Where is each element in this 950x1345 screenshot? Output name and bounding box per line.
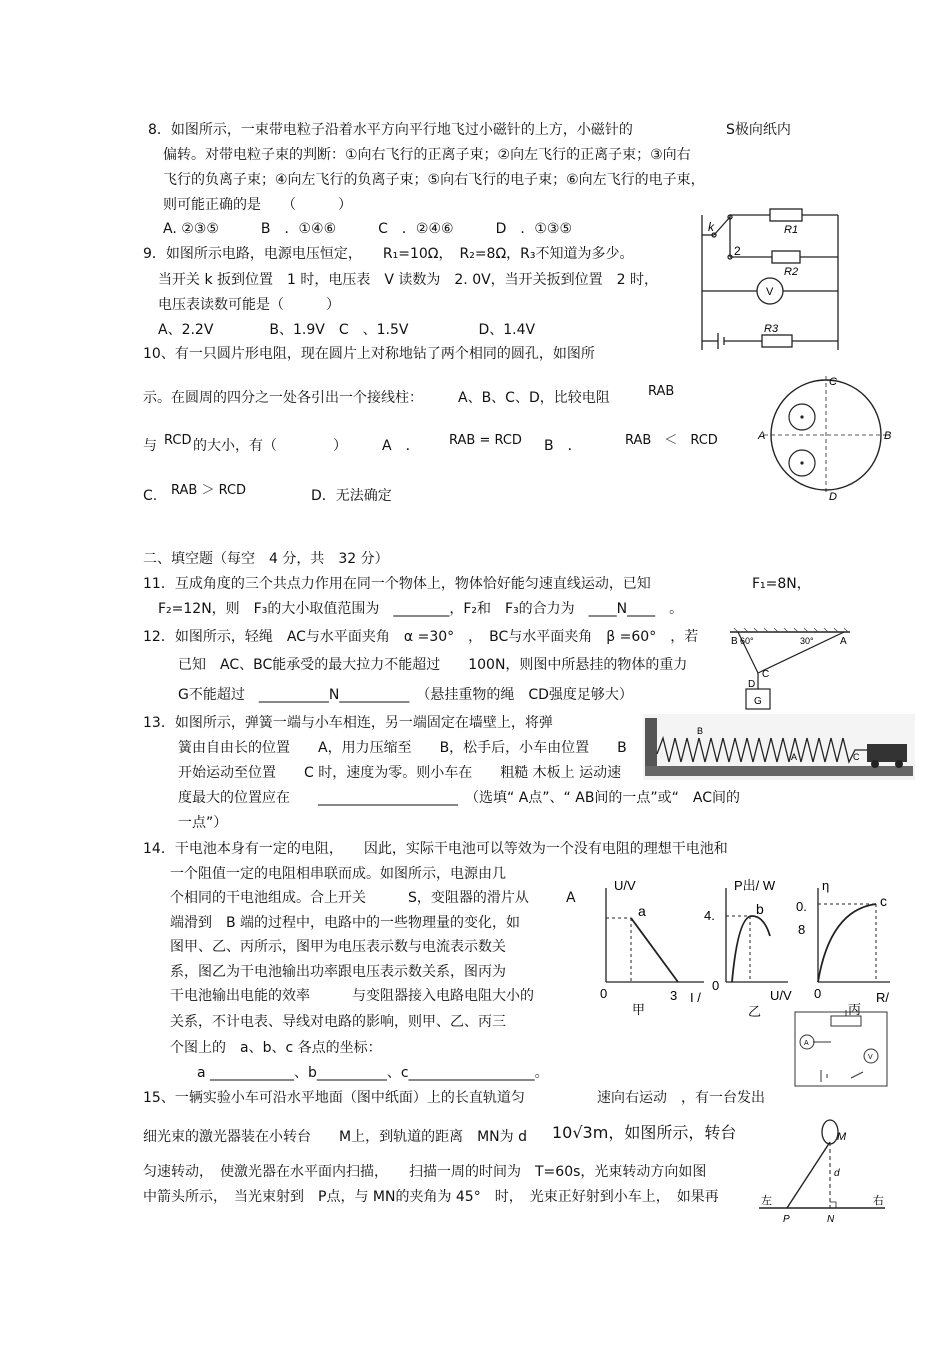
fig15-n-label: N [827, 1214, 835, 1225]
fig10-d-label: D [829, 491, 837, 501]
laser-figure-q15 [757, 1118, 887, 1226]
graph-bing-name: 丙 [848, 1002, 862, 1017]
q14-line6: 系，图乙为干电池输出功率跟电压表示数关系，图丙为 [170, 964, 506, 980]
q14-line7: 干电池输出电能的效率 与变阻器接入电路电阻大小的 [170, 988, 534, 1004]
q9-line1: 9．如图所示电路，电源电压恒定， R₁=10Ω， R₂=8Ω，R₃不知道为多少。 [143, 246, 634, 262]
q15-line1-end: 速向右运动 ，有一台发出 [597, 1090, 765, 1106]
graph-yi-xlabel: U/V [770, 988, 792, 1003]
q10-option-b: RAB ＜ RCD [625, 433, 718, 448]
q14-circuit-voltmeter: V [868, 1054, 873, 1061]
graph-bing [796, 874, 896, 1020]
q12-line3: G不能超过 __________N__________ （悬挂重物的绳 CD强度足够大） [178, 687, 633, 703]
section2-heading: 二、填空题（每空 4 分，共 32 分） [143, 551, 389, 567]
q10-line3b: 的大小，有（ ） A ． [193, 438, 420, 454]
graph-yi-point-b: b [756, 901, 764, 917]
graph-jia-ylabel: U/V [614, 878, 636, 893]
q14-line3: 个相同的干电池组成。合上开关 S，变阻器的滑片从 [170, 890, 529, 906]
graph-jia-point-a: a [638, 903, 646, 919]
graph-jia-origin: 0 [600, 986, 608, 1001]
graph-bing-ytick2: 8 [798, 922, 806, 937]
q8-options: A. ②③⑤ B ．①④⑥ C ．②④⑥ D ．①③⑤ [163, 221, 573, 237]
fig10-a-label: A [758, 430, 766, 442]
q9-line3: 电压表读数可能是（ ） [158, 297, 340, 313]
fig9-k-label: k [708, 220, 714, 234]
graph-jia-xlabel: I / [690, 990, 701, 1005]
fig9-r2-label: R2 [784, 266, 799, 278]
fig9-r3-label: R3 [764, 323, 779, 335]
q10-rab: RAB [648, 384, 675, 399]
q14-line8: 关系，不计电表、导线对电路的影响，则甲、乙、丙三 [170, 1014, 506, 1030]
graph-bing-point-c: c [880, 893, 887, 909]
fig15-p-label: P [783, 1214, 790, 1225]
fig9-r1-label: R1 [784, 224, 799, 236]
graph-bing-ylabel: η [822, 878, 830, 893]
q14-line10: a ____________、b__________、c__________________。 [197, 1065, 549, 1081]
q10-line3a: 与 [143, 438, 157, 454]
q10-option-a: RAB = RCD [449, 433, 522, 448]
fig12-angle30: 30° [800, 636, 814, 646]
q15-line4: 中箭头所示， 当光束射到 P点，与 MN的夹角为 45° 时， 光束正好射到小车上， 如果再 [143, 1189, 719, 1205]
fig15-right-label: 右 [873, 1195, 884, 1207]
q14-line5: 图甲、乙、丙所示，图甲为电压表示数与电流表示数关 [170, 939, 506, 955]
q9-line2: 当开关 k 扳到位置 1 时，电压表 V 读数为 2. 0V，当开关扳到位置 2 时， [158, 272, 659, 288]
graph-jia-x3: 3 [670, 988, 678, 1003]
q8-line2: 偏转。对带电粒子束的判断：①向右飞行的正离子束；②向左飞行的正离子束；③向右 [163, 147, 691, 163]
q14-line2: 一个阻值一定的电阻相串联而成。如图所示，电源由几 [170, 866, 506, 882]
fig12-d-label: D [748, 679, 756, 690]
fig13-c-label: C [853, 752, 860, 762]
fig12-angle60: 60° [740, 636, 754, 646]
q14-line9: 个图上的 a、b、c 各点的坐标： [170, 1040, 382, 1056]
q13-line4: 度最大的位置应在 ____________________ （选填“ A点”、“ AB间的一点”或“ AC间的 [178, 790, 741, 806]
graph-yi-ytick: 4. [704, 908, 715, 923]
fig12-a-label: A [840, 636, 847, 647]
graph-bing-ytick1: 0. [796, 899, 807, 914]
fig9-pos2-label: 2 [734, 244, 741, 258]
fig12-b-label: B [731, 636, 738, 647]
fig10-b-label: B [884, 430, 892, 442]
q12-line1: 12．如图所示，轻绳 AC与水平面夹角 α =30° ， BC与水平面夹角 β =60° ，若 [143, 629, 699, 645]
q15-line2-end: 10√3m，如图所示，转台 [552, 1123, 737, 1142]
disk-resistor-figure-q10 [756, 373, 896, 501]
q14-line4: 端滑到 B 端的过程中，电路中的一些物理量的变化，如 [170, 915, 521, 931]
fig13-b-label: B [697, 726, 704, 736]
q8-line4: 则可能正确的是 （ ） [163, 197, 352, 213]
spring-cart-figure-q13 [643, 714, 915, 780]
fig15-left-label: 左 [761, 1195, 772, 1207]
fig13-a-label: A [791, 752, 798, 762]
graph-yi-origin: 0 [712, 978, 720, 993]
q11-line1-end: F₁=8N， [752, 576, 811, 592]
q12-line2: 已知 AC、BC能承受的最大拉力不能超过 100N，则图中所悬挂的物体的重力 [178, 657, 688, 673]
q10-rcd: RCD [164, 433, 192, 448]
fig10-c-label: C [829, 376, 837, 388]
graph-yi-name: 乙 [748, 1004, 762, 1019]
q13-line2: 簧由自由长的位置 A，用力压缩至 B，松手后，小车由位置 B [178, 740, 627, 756]
fig9-voltmeter-label: V [766, 286, 774, 298]
fig15-m-label: M [837, 1131, 847, 1143]
q10-option-c: RAB ＞ RCD [171, 483, 247, 498]
q14-line1: 14．干电池本身有一定的电阻， 因此，实际干电池可以等效为一个没有电阻的理想干电池和 [143, 841, 728, 857]
graph-jia-name: 甲 [632, 1002, 646, 1017]
fig12-c-label: C [762, 669, 770, 680]
graph-bing-origin: 0 [814, 986, 822, 1001]
q14-line3-end: A [566, 890, 576, 906]
q14-circuit-ammeter: A [804, 1040, 809, 1047]
graph-bing-xlabel: R/ [876, 990, 889, 1005]
q11-line2: F₂=12N，则 F₃的大小取值范围为 ________，F₂和 F₃的合力为 ____N____ 。 [158, 601, 684, 617]
graph-yi-ylabel: P出/ W [734, 878, 776, 893]
fig15-d-label: d [834, 1168, 840, 1179]
hanging-weight-figure-q12 [728, 627, 853, 713]
q13-line3: 开始运动至位置 C 时，速度为零。则小车在 粗糙 木板上 运动速 [178, 765, 622, 781]
circuit-figure-q14 [791, 1008, 891, 1094]
graph-jia [596, 874, 708, 1020]
q10-option-d: D．无法确定 [311, 488, 392, 504]
circuit-figure-q9 [690, 205, 850, 367]
q8-line1: 8．如图所示，一束带电粒子沿着水平方向平行地飞过小磁针的上方，小磁针的 [148, 122, 633, 138]
q13-line1: 13．如图所示，弹簧一端与小车相连，另一端固定在墙壁上，将弹 [143, 715, 553, 731]
q10-option-b-label: B ． [544, 438, 582, 454]
fig12-g-label: G [754, 696, 762, 707]
q11-line1: 11．互成角度的三个共点力作用在同一个物体上，物体恰好能匀速直线运动，已知 [143, 576, 651, 592]
q15-line3: 匀速转动， 使激光器在水平面内扫描， 扫描一周的时间为 T=60s，光束转动方向如图 [143, 1164, 707, 1180]
q9-options: A、2.2V B、1.9V C 、1.5V D、1.4V [158, 322, 536, 338]
q8-line1-end: S极向纸内 [726, 122, 791, 138]
q10-line1: 10、有一只圆片形电阻，现在圆片上对称地钻了两个相同的圆孔，如图所 [143, 346, 595, 362]
q10-line2: 示。在圆周的四分之一处各引出一个接线柱： A、B、C、D，比较电阻 [143, 390, 610, 406]
q10-option-c-label: C. [143, 488, 158, 504]
q15-line2: 细光束的激光器装在小转台 M上，到轨道的距离 MN为 d [143, 1129, 527, 1145]
q15-line1: 15、一辆实验小车可沿水平地面（图中纸面）上的长直轨道匀 [143, 1090, 525, 1106]
q8-line3: 飞行的负离子束；④向左飞行的负离子束；⑤向右飞行的电子束；⑥向左飞行的电子束， [163, 172, 705, 188]
graph-yi [704, 874, 800, 1020]
q13-line5: 一点”） [178, 815, 228, 831]
